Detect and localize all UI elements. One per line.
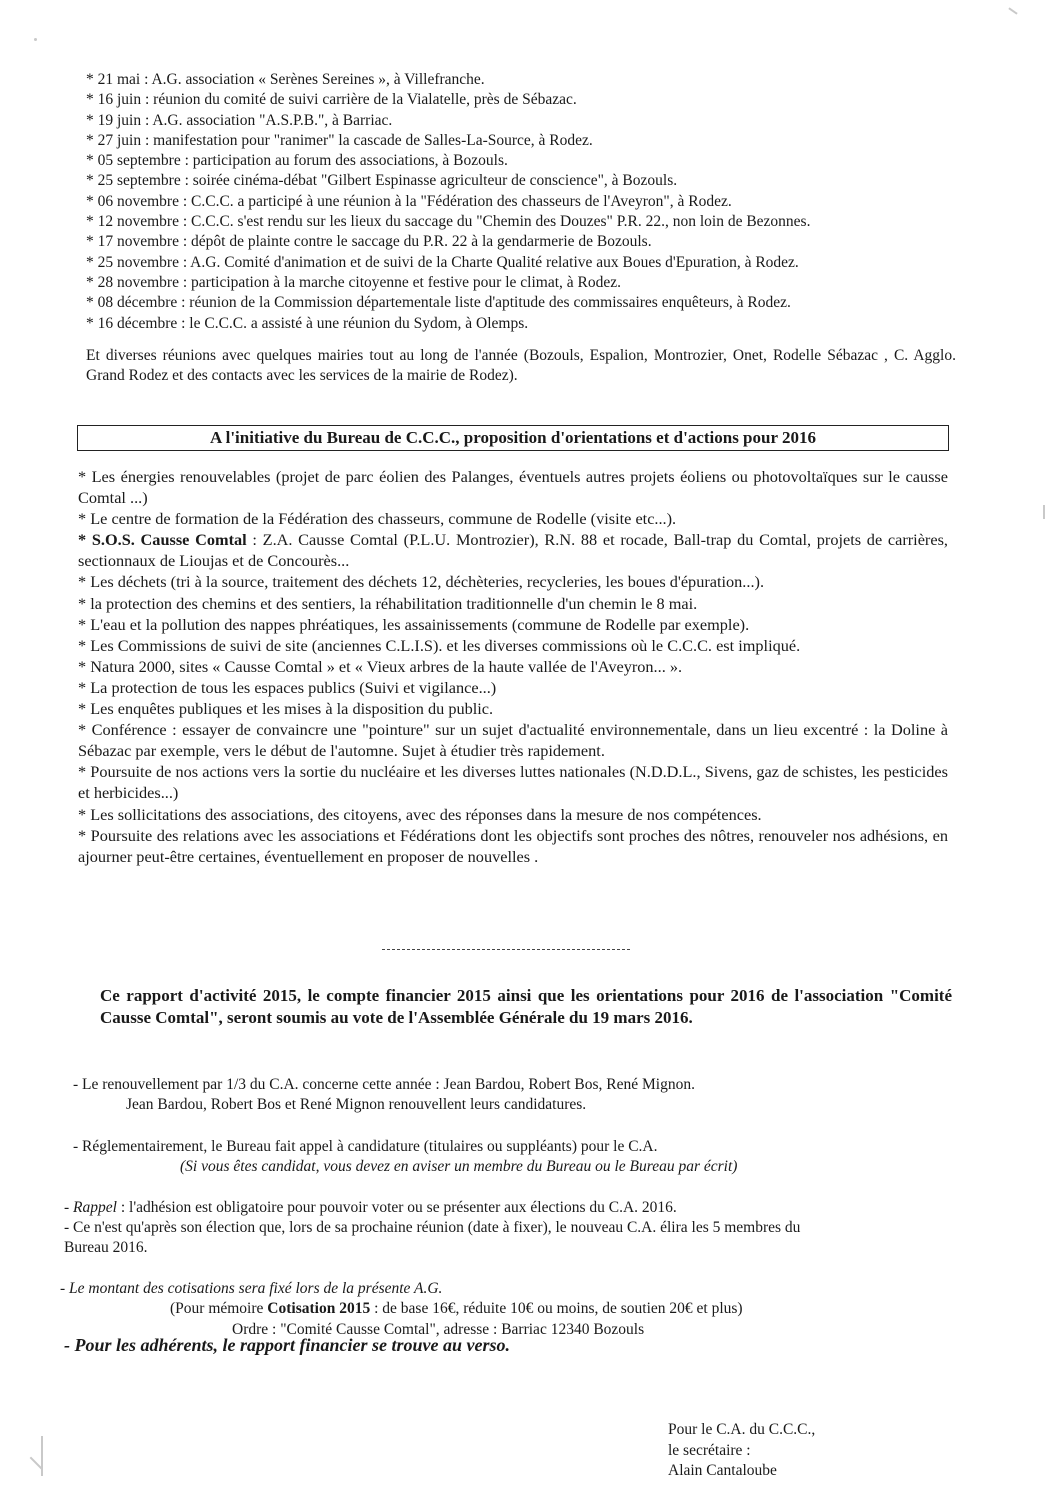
dues-prefix: (Pour mémoire bbox=[170, 1300, 268, 1317]
dues-line bbox=[170, 1299, 743, 1319]
signature-name: Alain Cantaloube bbox=[668, 1462, 777, 1479]
proposal-item bbox=[78, 508, 948, 529]
signature-block bbox=[668, 1420, 815, 1482]
candidature-line: - Réglementairement, le Bureau fait appel à candidature (titulaires ou suppléants) pour le C.A. bbox=[73, 1138, 658, 1155]
proposal-text: * La protection de tous les espaces publics (Suivi et vigilance...) bbox=[78, 677, 497, 697]
renewal-line: Jean Bardou, Robert Bos et René Mignon renouvellent leurs candidatures. bbox=[126, 1096, 587, 1113]
final-note: - Pour les adhérents, le rapport financier se trouve au verso. bbox=[64, 1335, 511, 1355]
reminder-line bbox=[64, 1198, 677, 1218]
reminder-label: - Rappel bbox=[64, 1199, 117, 1216]
event-item: * 17 novembre : dépôt de plainte contre le saccage du P.R. 22 à la gendarmerie de Bozouls. bbox=[86, 233, 652, 251]
dues-suffix: : de base 16€, réduite 10€ ou moins, de soutien 20€ et plus) bbox=[370, 1300, 743, 1317]
event-item: * 12 novembre : C.C.C. s'est rendu sur les lieux du saccage du "Chemin des Douzes" P.R. 22., non loin de Bezonnes. bbox=[86, 213, 811, 231]
proposal-text: * Le centre de formation de la Fédération des chasseurs, commune de Rodelle (visite etc...). bbox=[78, 509, 677, 529]
proposal-item bbox=[78, 635, 948, 656]
proposal-item bbox=[78, 677, 948, 698]
proposal-text: * Les Commissions de suivi de site (anciennes C.L.I.S). et les diverses commissions où le C.C.C. est impliqué. bbox=[78, 635, 801, 655]
proposal-bold: * S.O.S. Causse Comtal bbox=[78, 530, 247, 550]
proposal-text: * Poursuite des relations avec les associations et Fédérations dont les objectifs sont proches des nôtres, renouveler nos adhésions, en ajourner peut-être certaines, éventuellement en proposer de nouvelles . bbox=[78, 825, 948, 866]
signature-line: le secrétaire : bbox=[668, 1441, 751, 1459]
proposal-item bbox=[78, 593, 948, 614]
proposal-text: * Les déchets (tri à la source, traitement des déchets 12, déchèteries, recycleries, les boues d'épuration...). bbox=[78, 572, 765, 592]
event-item: * 16 décembre : le C.C.C. a assisté à une réunion du Sydom, à Olemps. bbox=[86, 314, 529, 332]
event-item: * 27 juin : manifestation pour "ranimer" la cascade de Salles-La-Source, à Rodez. bbox=[86, 131, 593, 149]
scan-mark bbox=[41, 1436, 43, 1476]
proposal-item bbox=[78, 698, 948, 719]
dues-line: - Le montant des cotisations sera fixé lors de la présente A.G. bbox=[60, 1280, 443, 1297]
candidature-note: (Si vous êtes candidat, vous devez en aviser un membre du Bureau ou le Bureau par écrit) bbox=[180, 1158, 738, 1175]
proposal-item bbox=[78, 571, 948, 592]
reminder-text: : l'adhésion est obligatoire pour pouvoir voter ou se présenter aux élections du C.A. 2016. bbox=[116, 1199, 677, 1216]
proposal-text: * Natura 2000, sites « Causse Comtal » et « Vieux arbres de la haute vallée de l'Aveyron... ». bbox=[78, 656, 683, 676]
proposal-text: * la protection des chemins et des sentiers, la réhabilitation traditionnelle d'un chemin le 8 mai. bbox=[78, 593, 698, 613]
events-list bbox=[86, 70, 966, 334]
scan-mark bbox=[1008, 7, 1017, 14]
proposal-text: * Les enquêtes publiques et les mises à la disposition du public. bbox=[78, 699, 494, 719]
signature-line: Pour le C.A. du C.C.C., bbox=[668, 1421, 816, 1438]
events-note: Et diverses réunions avec quelques mairies tout au long de l'année (Bozouls, Espalion, Montrozier, Onet, Rodelle Sébazac , C. Agglo. Grand Rodez et des contacts avec les services de la mairie de Rodez). bbox=[86, 347, 956, 384]
vote-paragraph: Ce rapport d'activité 2015, le compte financier 2015 ainsi que les orientations pour 2016 de l'association "Comité Causse Comtal", seront soumis au vote de l'Assemblée Générale du 19 mars 2016. bbox=[100, 986, 952, 1027]
proposal-item bbox=[78, 719, 948, 761]
proposal-item bbox=[78, 825, 948, 867]
proposal-text: * Les énergies renouvelables (projet de parc éolien des Palanges, éventuels autres projets éoliens ou photovoltaïques sur le causse Comtal ...) bbox=[78, 467, 948, 508]
section-title: A l'initiative du Bureau de C.C.C., proposition d'orientations et d'actions pour 2016 bbox=[77, 425, 949, 451]
event-item: * 16 juin : réunion du comité de suivi carrière de la Vialatelle, près de Sébazac. bbox=[86, 91, 577, 109]
event-item: * 08 décembre : réunion de la Commission départementale liste d'aptitude des commissaires enquêteurs, à Rodez. bbox=[86, 294, 791, 312]
event-item: * 06 novembre : C.C.C. a participé à une réunion à la "Fédération des chasseurs de l'Aveyron", à Rodez. bbox=[86, 192, 732, 210]
event-item: * 25 novembre : A.G. Comité d'animation et de suivi de la Charte Qualité relative aux Boues d'Epuration, à Rodez. bbox=[86, 253, 799, 271]
event-item: * 21 mai : A.G. association « Serènes Sereines », à Villefranche. bbox=[86, 71, 485, 88]
dues-line: Ordre : "Comité Causse Comtal", adresse : Barriac 12340 Bozouls bbox=[232, 1321, 645, 1338]
proposal-item bbox=[78, 656, 948, 677]
proposal-text: * Conférence : essayer de convaincre une "pointure" sur un sujet d'actualité environnementale, dans un lieu excentré : la Doline à Sébazac par exemple, vers le début de l'automne. Sujet à étudier très rapidement. bbox=[78, 720, 948, 761]
scan-mark bbox=[34, 38, 37, 41]
proposal-item bbox=[78, 529, 948, 571]
reminder-line: Bureau 2016. bbox=[64, 1239, 148, 1256]
proposal-item bbox=[78, 614, 948, 635]
proposal-text: * Les sollicitations des associations, des citoyens, avec des réponses dans la mesure de nos compétences. bbox=[78, 804, 762, 824]
proposal-text: : Z.A. Causse Comtal (P.L.U. Montrozier), R.N. 88 et rocade, Ball-trap du Comtal, projets de carrières, sectionnaux de Lioujas et de Concourès... bbox=[78, 530, 948, 571]
reminder-line: - Ce n'est qu'après son élection que, lors de sa prochaine réunion (date à fixer), le nouveau C.A. élira les 5 membres du bbox=[64, 1219, 801, 1236]
scan-mark bbox=[1043, 505, 1045, 519]
event-item: * 05 septembre : participation au forum des associations, à Bozouls. bbox=[86, 152, 508, 170]
proposal-item bbox=[78, 761, 948, 803]
proposal-item bbox=[78, 466, 948, 508]
proposals-list bbox=[78, 466, 948, 867]
renewal-line: - Le renouvellement par 1/3 du C.A. concerne cette année : Jean Bardou, Robert Bos, René Mignon. bbox=[73, 1076, 695, 1093]
proposal-item bbox=[78, 804, 948, 825]
dashed-divider bbox=[382, 949, 630, 950]
event-item: * 28 novembre : participation à la marche citoyenne et festive pour le climat, à Rodez. bbox=[86, 273, 621, 291]
proposal-text: * Poursuite de nos actions vers la sortie du nucléaire et les diverses luttes nationales (N.D.D.L., Sivens, gaz de schistes, les pesticides et herbicides...) bbox=[78, 762, 948, 803]
event-item: * 19 juin : A.G. association "A.S.P.B.", à Barriac. bbox=[86, 111, 393, 129]
dues-bold: Cotisation 2015 bbox=[267, 1300, 371, 1317]
proposal-text: * L'eau et la pollution des nappes phréatiques, les assainissements (commune de Rodelle par exemple). bbox=[78, 614, 750, 634]
event-item: * 25 septembre : soirée cinéma-débat "Gilbert Espinasse agriculteur de conscience", à Bozouls. bbox=[86, 172, 678, 190]
